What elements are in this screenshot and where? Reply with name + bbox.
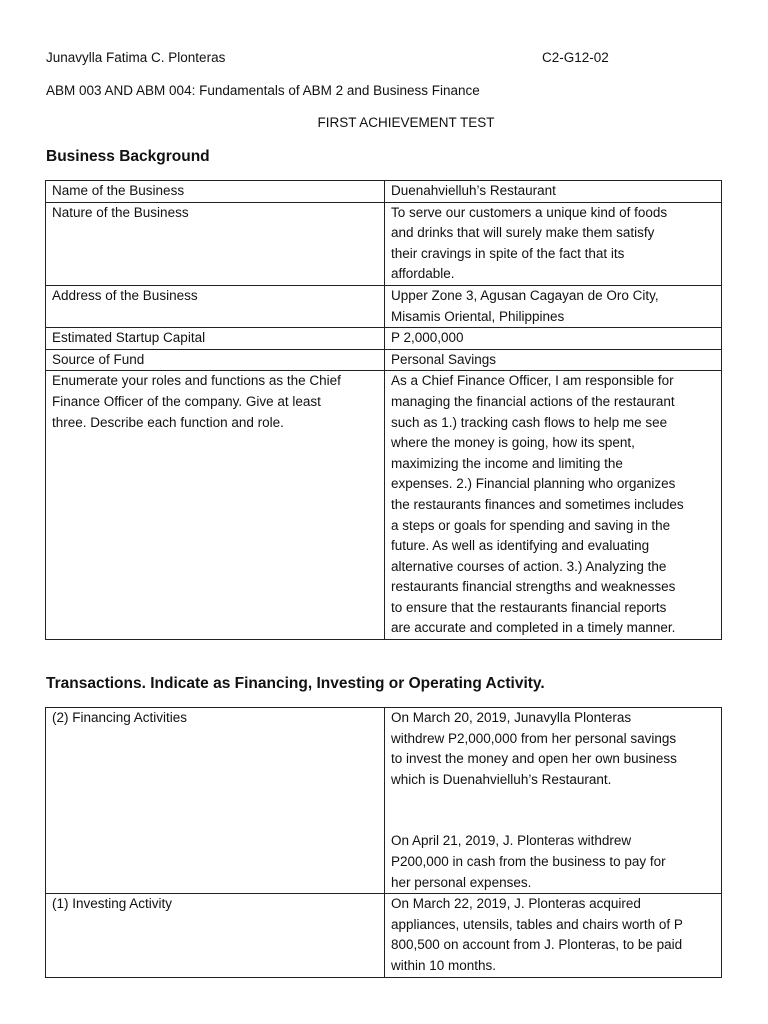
course-title: ABM 003 AND ABM 004: Fundamentals of ABM 2 and Business Finance: [46, 83, 480, 98]
row-value: Upper Zone 3, Agusan Cagayan de Oro City, Misamis Oriental, Philippines: [385, 285, 722, 327]
activity-description: On March 22, 2019, J. Plonteras acquired appliances, utensils, tables and chairs worth of P 800,500 on account from J. Plonteras, to be paid within 10 months.: [385, 894, 722, 977]
section-code: C2-G12-02: [542, 50, 609, 65]
table-row: [46, 285, 722, 327]
table-row: [46, 894, 722, 977]
row-value: As a Chief Finance Officer, I am responsible for managing the financial actions of the restaurant such as 1.) tracking cash flows to help me see where the money is going, how its spent, maximizing the income and limiting the expenses. 2.) Financial planning who organizes the restaurants finances and sometimes includes a steps or goals for spending and saving in the future. As well as identifying and evaluating alternative courses of action. 3.) Analyzing the restaurants financial strengths and weaknesses to ensure that the restaurants financial reports are accurate and completed in a timely manner.: [385, 371, 722, 640]
table-row: [46, 349, 722, 371]
spacer: [391, 790, 715, 831]
row-label: Enumerate your roles and functions as the Chief Finance Officer of the company. Give at least three. Describe each function and role.: [46, 371, 385, 640]
test-title: FIRST ACHIEVEMENT TEST: [317, 115, 495, 130]
transactions-table: [45, 707, 722, 978]
transaction-text: On March 20, 2019, Junavylla Plonteras withdrew P2,000,000 from her personal savings to invest the money and open her own business which is Duenahvielluh’s Restaurant.: [391, 710, 677, 787]
row-label: Address of the Business: [46, 285, 385, 327]
transactions-heading: Transactions. Indicate as Financing, Investing or Operating Activity.: [46, 675, 545, 692]
table-row: [46, 202, 722, 285]
table-row: [46, 708, 722, 894]
row-label: Name of the Business: [46, 181, 385, 203]
table-row: [46, 181, 722, 203]
table-row: [46, 328, 722, 350]
business-background-table: [45, 180, 722, 640]
author-name: Junavylla Fatima C. Plonteras: [46, 50, 226, 65]
row-value: P 2,000,000: [385, 328, 722, 350]
business-background-heading: Business Background: [46, 148, 210, 165]
activity-label: (1) Investing Activity: [46, 894, 385, 977]
row-label: Source of Fund: [46, 349, 385, 371]
activity-label: (2) Financing Activities: [46, 708, 385, 894]
activity-description: [385, 708, 722, 894]
row-value: To serve our customers a unique kind of foods and drinks that will surely make them satisfy their cravings in spite of the fact that its affordable.: [385, 202, 722, 285]
row-value: Personal Savings: [385, 349, 722, 371]
row-value: Duenahvielluh’s Restaurant: [385, 181, 722, 203]
table-row: [46, 371, 722, 640]
row-label: Estimated Startup Capital: [46, 328, 385, 350]
row-label: Nature of the Business: [46, 202, 385, 285]
transaction-text: On April 21, 2019, J. Plonteras withdrew P200,000 in cash from the business to pay for her personal expenses.: [391, 833, 666, 890]
